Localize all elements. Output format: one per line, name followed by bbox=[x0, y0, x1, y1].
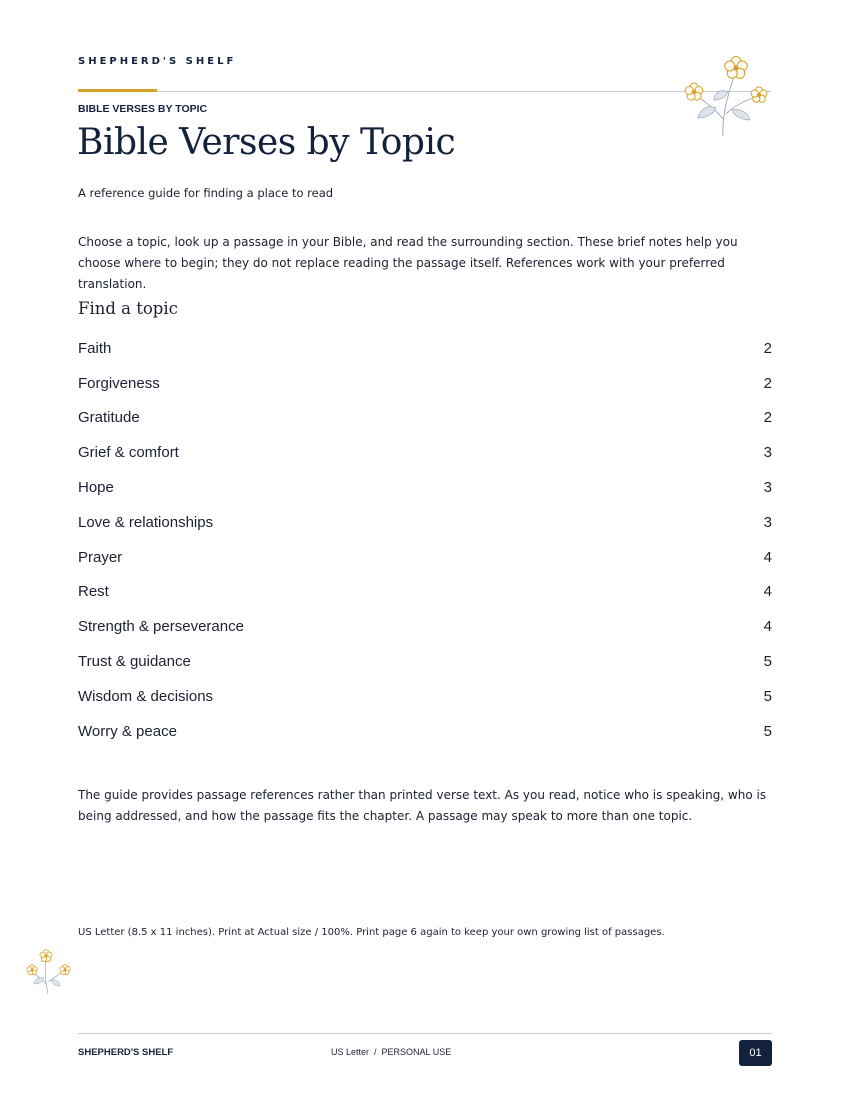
toc-item-strength-perseverance[interactable] bbox=[78, 609, 772, 644]
toc-heading: Find a topic bbox=[78, 299, 178, 318]
footer-format-label: US Letter / PERSONAL USE bbox=[331, 1047, 452, 1057]
brand-name: SHEPHERD'S SHELF bbox=[78, 56, 237, 67]
toc-item-trust-guidance[interactable] bbox=[78, 644, 772, 679]
toc-item-gratitude[interactable] bbox=[78, 401, 772, 436]
toc-item-page: 3 bbox=[763, 513, 772, 531]
intro-paragraph: Choose a topic, look up a passage in your Bible, and read the surrounding section. These brief notes help you choose where to begin; they do not replace reading the passage itself. References work with your preferred translation. bbox=[78, 235, 738, 291]
toc-item-label: Gratitude bbox=[78, 409, 140, 427]
toc-item-page: 2 bbox=[763, 374, 772, 392]
toc-item-label: Hope bbox=[78, 479, 114, 497]
floral-sprig-icon bbox=[676, 48, 776, 142]
reading-note: The guide provides passage references rather than printed verse text. As you read, notice who is speaking, who is being addressed, and how the passage fits the chapter. A passage may speak to more than one topic. bbox=[78, 788, 767, 823]
toc-item-label: Grief & comfort bbox=[78, 444, 179, 462]
toc-item-faith[interactable] bbox=[78, 331, 772, 366]
toc-item-grief-comfort[interactable] bbox=[78, 435, 772, 470]
toc-item-forgiveness[interactable] bbox=[78, 366, 772, 401]
toc-item-label: Love & relationships bbox=[78, 513, 214, 531]
page-title: Bible Verses by Topic bbox=[77, 122, 456, 163]
toc-item-label: Rest bbox=[78, 583, 109, 601]
toc-item-prayer[interactable] bbox=[78, 540, 772, 575]
toc-item-rest[interactable] bbox=[78, 575, 772, 610]
toc-item-wisdom-decisions[interactable] bbox=[78, 679, 772, 714]
toc-item-label: Prayer bbox=[78, 548, 123, 566]
header-accent-rule bbox=[78, 89, 157, 92]
toc-item-hope[interactable] bbox=[78, 470, 772, 505]
toc-item-label: Trust & guidance bbox=[78, 653, 191, 671]
toc-item-page: 4 bbox=[763, 548, 772, 566]
toc-item-page: 5 bbox=[763, 653, 772, 671]
toc-item-page: 3 bbox=[763, 479, 772, 497]
page-number-badge: 01 bbox=[739, 1040, 772, 1066]
toc-item-worry-peace[interactable] bbox=[78, 714, 772, 749]
toc-item-page: 2 bbox=[763, 339, 772, 357]
floral-sprig-small-icon bbox=[22, 944, 76, 998]
toc-item-page: 5 bbox=[763, 687, 772, 705]
topic-list bbox=[78, 331, 772, 749]
print-instructions: US Letter (8.5 x 11 inches). Print at Actual size / 100%. Print page 6 again to keep your own growing list of passages. bbox=[78, 927, 665, 938]
toc-item-page: 3 bbox=[763, 444, 772, 462]
toc-item-page: 2 bbox=[763, 409, 772, 427]
toc-item-page: 4 bbox=[763, 618, 772, 636]
toc-item-page: 4 bbox=[763, 583, 772, 601]
toc-item-label: Faith bbox=[78, 339, 112, 357]
section-eyebrow: BIBLE VERSES BY TOPIC bbox=[78, 103, 208, 115]
page-subtitle: A reference guide for finding a place to read bbox=[78, 186, 334, 200]
toc-item-label: Forgiveness bbox=[78, 374, 160, 392]
footer-brand: SHEPHERD'S SHELF bbox=[78, 1047, 174, 1058]
toc-item-love-relationships[interactable] bbox=[78, 505, 772, 540]
toc-item-label: Worry & peace bbox=[78, 722, 177, 740]
toc-item-page: 5 bbox=[763, 722, 772, 740]
toc-item-label: Wisdom & decisions bbox=[78, 687, 214, 705]
footer-divider bbox=[78, 1033, 772, 1034]
toc-item-label: Strength & perseverance bbox=[78, 618, 244, 636]
